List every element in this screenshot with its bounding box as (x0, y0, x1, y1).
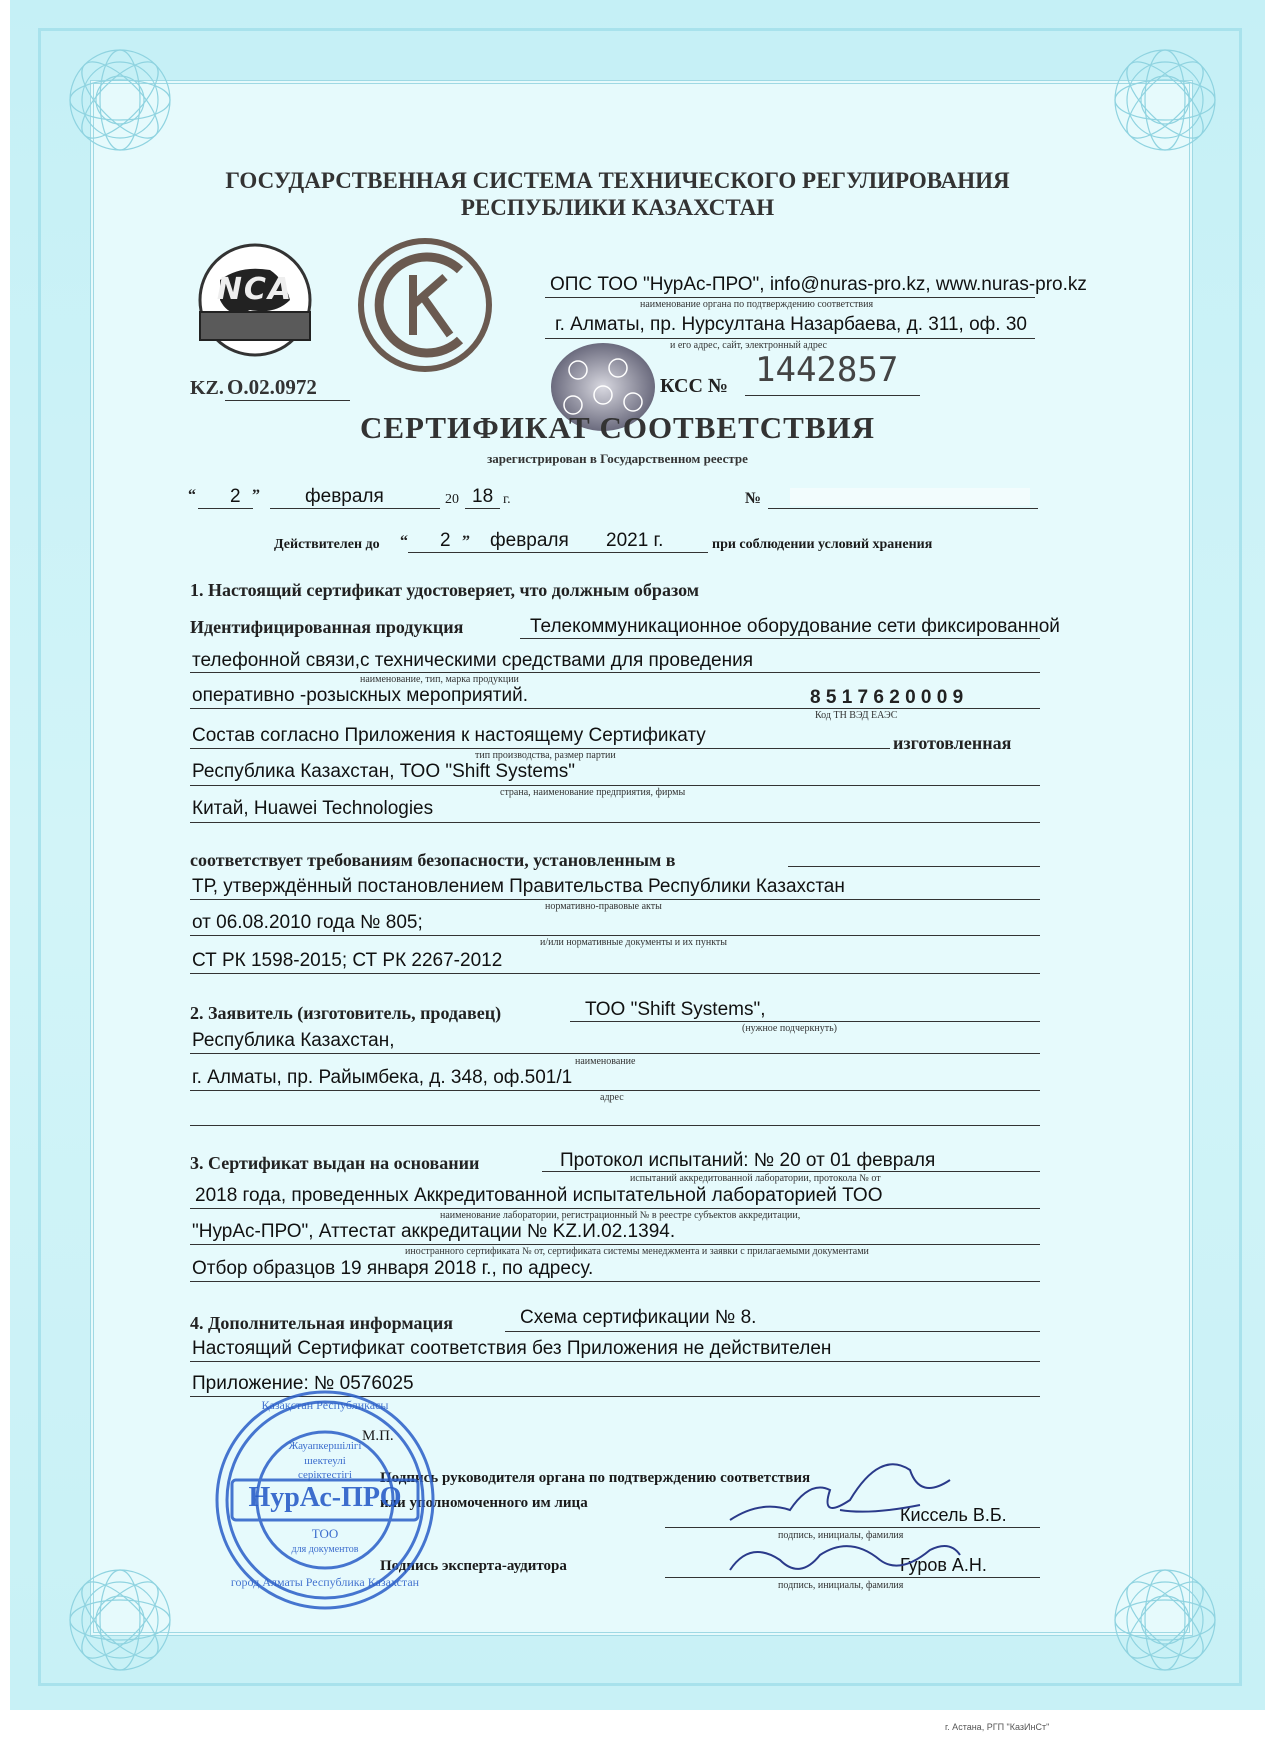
expert-initials-caption: подпись, инициалы, фамилия (778, 1580, 904, 1591)
head-signature-label-2: или уполномоченного им лица (380, 1495, 588, 1511)
additional-line-3: Приложение: № 0576025 (192, 1373, 414, 1394)
basis-line-4: Отбор образцов 19 января 2018 г., по адресу. (192, 1258, 594, 1279)
made-label: изготовленная (893, 733, 1012, 753)
stamp-line-e: для документов (291, 1544, 359, 1555)
requirements-line-3: СТ РК 1598-2015; СТ РК 2267-2012 (192, 950, 503, 971)
applicant-address: г. Алматы, пр. Райымбека, д. 348, оф.501/1 (192, 1067, 573, 1088)
kz-number: О.02.0972 (227, 375, 317, 399)
reg-year-unit: г. (503, 492, 511, 507)
requirements-caption-2: и/или нормативные документы и их пункты (540, 937, 728, 948)
reg-year: 18 (472, 486, 494, 507)
nca-logo-text: NCA (216, 272, 294, 307)
corner-rosette-icon (60, 40, 180, 160)
section3-heading: 3. Сертификат выдан на основании (190, 1153, 480, 1173)
validity-label: Действителен до (274, 537, 380, 552)
tnved-code: 8 5 1 7 6 2 0 0 0 9 (810, 687, 964, 708)
manufacturer-line-2: Китай, Huawei Technologies (192, 798, 434, 819)
quote-open: “ (188, 487, 196, 504)
underline-caption: (нужное подчеркнуть) (742, 1023, 837, 1034)
manufacturer-caption: страна, наименование предприятия, фирмы (500, 787, 686, 798)
applicant-address-caption: адрес (600, 1092, 624, 1103)
head-initials-caption: подпись, инициалы, фамилия (778, 1530, 904, 1541)
expert-signature-icon (720, 1520, 970, 1600)
product-line-1: Телекоммуникационное оборудование сети фиксированной (530, 616, 1060, 637)
composition: Состав согласно Приложения к настоящему Сертификату (192, 725, 706, 746)
certificate-title: СЕРТИФИКАТ СООТВЕТСТВИЯ (359, 410, 876, 445)
validity-quote-open: “ (400, 533, 408, 550)
organ-address: г. Алматы, пр. Нурсултана Назарбаева, д. 311, оф. 30 (555, 314, 1027, 335)
reg-month: февраля (305, 486, 384, 507)
ksc-emblem-icon (355, 235, 495, 375)
stamp-center-text: НурАс-ПРО (248, 1482, 402, 1513)
stamp-line-b: шектеулі (304, 1455, 346, 1467)
validity-quote-close: ” (462, 533, 470, 550)
organ-address-caption: и его адрес, сайт, электронный адрес (670, 340, 827, 351)
applicant-country: Республика Казахстан, (192, 1030, 395, 1051)
product-label: Идентифицированная продукция (190, 617, 464, 637)
basis-caption-3: иностранного сертификата № от, сертификата системы менеджмента и заявки с прилагаемыми документами (405, 1246, 869, 1257)
reg-year-prefix: 20 (445, 492, 459, 507)
organ-name-caption: наименование органа по подтверждению соответствия (640, 299, 874, 310)
requirements-line-1: ТР, утверждённый постановлением Правительства Республики Казахстан (192, 876, 845, 897)
basis-line-2: 2018 года, проведенных Аккредитованной испытательной лабораторией ТОО (195, 1185, 883, 1206)
validity-month: февраля (490, 530, 569, 551)
validity-year: 2021 г. (606, 530, 664, 551)
basis-line-1: Протокол испытаний: № 20 от 01 февраля (560, 1150, 936, 1171)
product-caption: наименование, тип, марка продукции (360, 674, 519, 685)
product-line-3: оперативно -розыскных мероприятий. (192, 685, 528, 706)
basis-caption-1: испытаний аккредитованной лаборатории, протокола № от (630, 1173, 881, 1184)
basis-caption-2: наименование лаборатории, регистрационный № в реестре субъектов аккредитации, (440, 1210, 801, 1221)
head-name: Киссель В.Б. (900, 1505, 1007, 1525)
kz-prefix: KZ. (190, 377, 224, 399)
section2-heading: 2. Заявитель (изготовитель, продавец) (190, 1003, 502, 1023)
stamp-ring-top: Қазақстан Республикасы (261, 1398, 389, 1412)
production-caption: тип производства, размер партии (475, 750, 616, 761)
corner-rosette-icon (1105, 1560, 1225, 1680)
stamp-ring-bottom: город Алматы Республика Казахстан (230, 1575, 420, 1589)
validity-day: 2 (440, 530, 451, 551)
applicant-name: ТОО "Shift Systems", (585, 999, 766, 1020)
requirements-caption-1: нормативно-правовые акты (545, 901, 662, 912)
organ-name: ОПС ТОО "НурАс-ПРО", info@nuras-pro.kz, www.nuras-pro.kz (550, 274, 1087, 295)
ksc-label: КСС № (660, 375, 728, 397)
corner-rosette-icon (1105, 40, 1225, 160)
expert-signature-label: Подпись эксперта-аудитора (380, 1558, 567, 1574)
head-signature-label-1: Подпись руководителя органа по подтверждению соответствия (380, 1470, 811, 1486)
corner-rosette-icon (60, 1560, 180, 1680)
tnved-caption: Код ТН ВЭД ЕАЭС (815, 710, 898, 721)
reg-number-label: № (745, 490, 762, 507)
additional-line-1: Схема сертификации № 8. (520, 1307, 757, 1328)
reg-day: 2 (230, 486, 241, 507)
product-line-2: телефонной связи,с техническими средствами для проведения (192, 650, 754, 671)
section4-heading: 4. Дополнительная информация (190, 1313, 453, 1333)
redacted-number (790, 488, 1030, 506)
conforms-label: соответствует требованиям безопасности, установленным в (190, 850, 676, 870)
applicant-name-caption: наименование (575, 1056, 636, 1067)
ksc-number: 1442857 (755, 350, 899, 390)
header-line-1: ГОСУДАРСТВЕННАЯ СИСТЕМА ТЕХНИЧЕСКОГО РЕГУЛИРОВАНИЯ (225, 168, 1010, 193)
section1-heading: 1. Настоящий сертификат удостоверяет, что должным образом (190, 580, 699, 600)
validity-condition: при соблюдении условий хранения (712, 537, 933, 552)
additional-line-2: Настоящий Сертификат соответствия без Приложения не действителен (192, 1338, 832, 1359)
mp-label: М.П. (362, 1428, 394, 1444)
stamp-line-a: Жауапкершілігі (288, 1440, 362, 1452)
quote-close: ” (252, 487, 260, 504)
stamp-line-d: ТОО (311, 1526, 339, 1541)
stamp-line-c: серіктестігі (298, 1469, 352, 1481)
requirements-line-2: от 06.08.2010 года № 805; (192, 912, 423, 933)
basis-line-3: "НурАс-ПРО", Аттестат аккредитации № KZ.И.02.1394. (192, 1221, 676, 1242)
expert-name: Гуров А.Н. (900, 1555, 987, 1575)
header-line-2: РЕСПУБЛИКИ КАЗАХСТАН (460, 195, 775, 220)
certificate-subtitle: зарегистрирован в Государственном реестре (487, 451, 748, 466)
printer-note: г. Астана, РГП "КазИнСт" (945, 1722, 1050, 1732)
manufacturer-line-1: Республика Казахстан, ТОО "Shift Systems" (192, 761, 576, 782)
